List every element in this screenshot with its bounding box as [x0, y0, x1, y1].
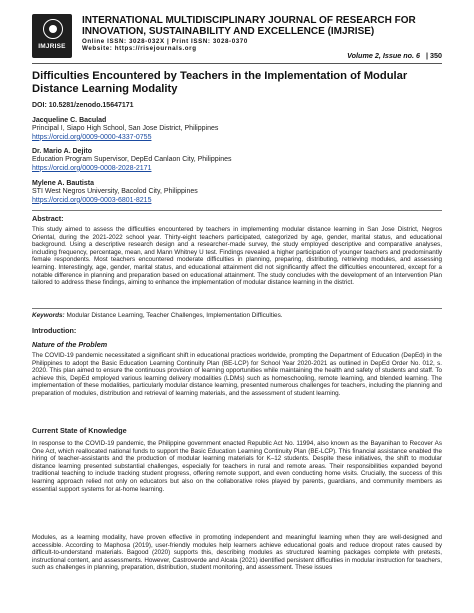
modules-paragraph: Modules, as a learning modality, have proven effective in promoting independent and meaningful learning when they are well-designed and accessible. According to Maphosa (2019), user-friendly modules help learners achieve educational goals and reduce dropout rates caused by difficult-to-understand materials. Bagood (2020) supports this, describing modules as structured learning packages complete with pretests, instructional content, and assessments. However, Castroverde and Alcala (2021) identified persistent difficulties in modular instruction for teachers, such as challenges in planning, preparation, distribution, student monitoring, and assessment. These issues [32, 534, 442, 572]
author-block [32, 117, 218, 142]
current-state-heading: Current State of Knowledge [32, 426, 127, 435]
author-name: Mylene A. Bautista [32, 180, 94, 187]
nature-heading: Nature of the Problem [32, 340, 108, 349]
logo-text: IMJRISE [38, 43, 66, 50]
author-orcid-link[interactable]: https://orcid.org/0009-0003-6801-8215 [32, 196, 152, 204]
volume-issue [347, 51, 442, 60]
author-block [32, 180, 198, 205]
article-title: Difficulties Encountered by Teachers in the Implementation of Modular Distance Learning Modality [32, 70, 408, 95]
author-name: Jacqueline C. Baculad [32, 117, 107, 124]
article-doi: DOI: 10.5281/zenodo.15647171 [32, 102, 134, 109]
author-orcid-link[interactable]: https://orcid.org/0009-0008-2028-2171 [32, 164, 152, 172]
journal-header [32, 0, 442, 62]
abstract-divider-bottom [32, 308, 442, 309]
keywords-label: Keywords: [32, 312, 65, 319]
author-affiliation: STI West Negros University, Bacolod City, Philippines [32, 188, 198, 196]
logo-emblem-icon [43, 19, 63, 39]
author-block [32, 148, 231, 173]
abstract-heading: Abstract: [32, 214, 64, 223]
introduction-heading: Introduction: [32, 326, 77, 335]
current-state-paragraph: In response to the COVID-19 pandemic, the Philippine government enacted Republic Act No. 11994, also known as the Bayanihan to Recover As One Act, which reallocated national funds to support the Basic Education Learning Continuity Plan (BE-LCP). This financial assistance enabled the hiring of teacher-assistants and the production of modular learning materials for K–12 students. Despite these initiatives, the shift to modular distance learning presented substantial challenges, especially for teachers in rural and remote areas. Their responsibilities expanded beyond traditional teaching to include tracking student progress, offering remote support, and even conducting home visits. Crucially, the success of this learning approach relied not only on educators but also on the collaborative roles played by parents, guardians, and community members as essential support systems for at-home learning. [32, 440, 442, 493]
author-affiliation: Principal I, Siapo High School, San Jose District, Philippines [32, 125, 219, 133]
author-name: Dr. Mario A. Dejito [32, 148, 93, 155]
keywords-text: Modular Distance Learning, Teacher Challenges, Implementation Difficulties. [66, 312, 283, 319]
journal-title: INTERNATIONAL MULTIDISCIPLINARY JOURNAL OF RESEARCH FOR INNOVATION, SUSTAINABILITY AND EXCELLENCE (IMJRISE) [82, 15, 416, 37]
nature-paragraph: The COVID-19 pandemic necessitated a significant shift in educational practices worldwide, prompting the Department of Education (DepEd) in the Philippines to adopt the Basic Education Learning Continuity Plan (BE-LCP) for School Year 2020-2021 as outlined in DepEd Order No. 012, s. 2020. This plan aimed to ensure the continuous provision of learning opportunities while maintaining the health and safety of students and staff. To achieve this, DepEd employed various learning delivery modalities (LDMs) such as homeschooling, remote learning, and blended learning. The implementation of these modalities, particularly modular distance learning, presented numerous challenges for teachers, including the planning and preparation of modules, distribution and retrieval of learning materials, and the assessment of student learning. [32, 352, 442, 397]
website-line[interactable]: Website: https://risejournals.org [82, 45, 197, 52]
header-separator: | [425, 51, 428, 60]
page-number: 350 [430, 51, 442, 60]
keywords-line [32, 312, 442, 319]
journal-logo [32, 14, 72, 58]
author-orcid-link[interactable]: https://orcid.org/0009-0000-4337-0755 [32, 133, 152, 141]
abstract-text: This study aimed to assess the difficulties encountered by teachers in implementing modular distance learning in San Jose District, Negros Oriental, during the 2021-2022 school year. Thirty-eight teachers participated, categorized by age, gender, marital status, and educational background. Using a descriptive research design and a researcher-made survey, the study employed descriptive and comparative analyses, including frequency, percentage, mean, and Mann Whitney U test. Findings revealed a higher participation of younger teachers and predominantly female respondents. Most teachers encountered moderate difficulties in planning, preparing, distributing, retrieving modules, and assessing learning. Interestingly, age, gender, marital status, and educational attainment did not significantly affect the difficulties encountered, except for a notable difference in planning and preparation based on educational attainment. The study concludes with the development of an Intervention Plan tailored to address these findings, aiming to enhance the implementation of modular distance learning in the district. [32, 226, 442, 287]
header-divider [32, 63, 442, 64]
volume-issue-text: Volume 2, Issue no. 6 [347, 51, 420, 60]
journal-info [82, 16, 442, 52]
issn-line: Online ISSN: 3028-032X | Print ISSN: 3028-0370 [82, 38, 248, 45]
abstract-divider-top [32, 210, 442, 211]
author-affiliation: Education Program Supervisor, DepEd Canlaon City, Philippines [32, 156, 232, 164]
